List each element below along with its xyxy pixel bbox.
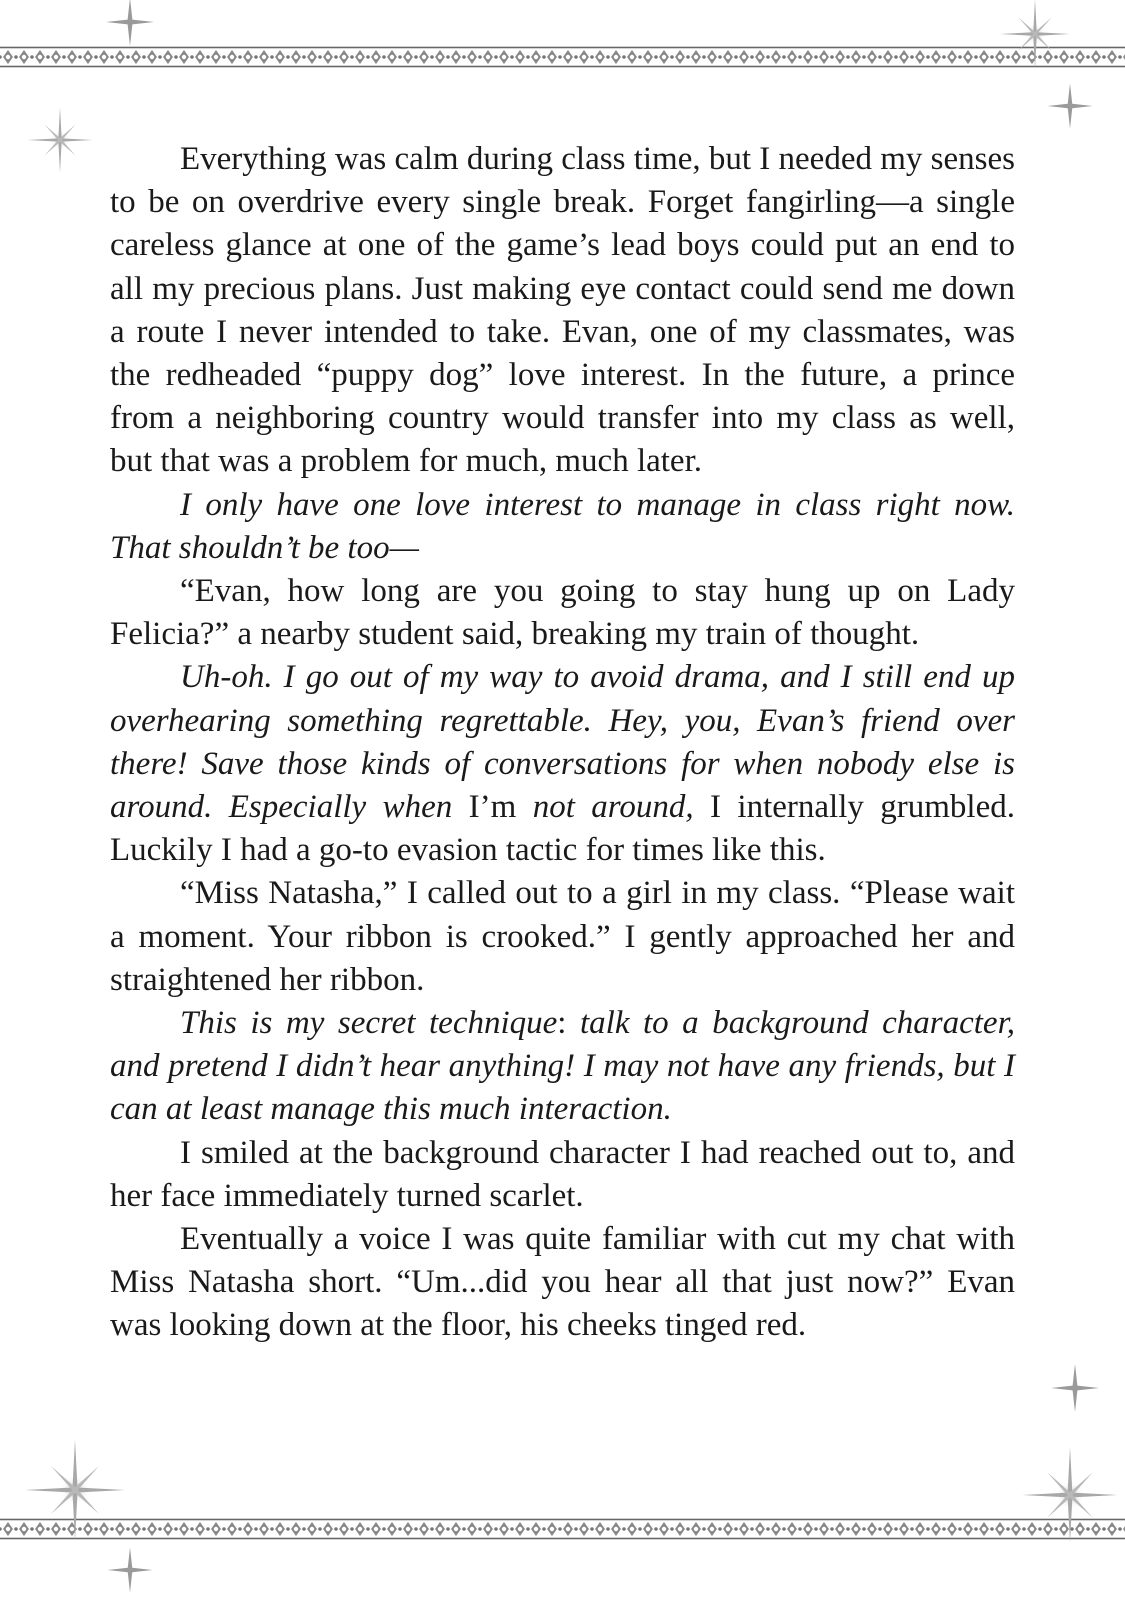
paragraph: I only have one love interest to manage in class right now. That shouldn’t be too—	[110, 486, 1015, 566]
sparkle-icon	[985, 0, 1085, 70]
paragraph: Everything was calm during class time, but I needed my senses to be on overdrive every single break. Forget fangirling—a single careless glance at one of the game’s lead boys could put an end to all my precious plans. Just making eye contact could send me down a route I never intended to take. Evan, one of my classmates, was the redheaded “puppy dog” love interest. In the future, a prince from a neighboring country would transfer into my class as well, but that was a problem for much, much later.	[110, 141, 1015, 480]
paragraph: “Evan, how long are you going to stay hung up on Lady Felicia?” a nearby student said, breaking my train of thought.	[110, 573, 1015, 653]
sparkle-icon	[100, 0, 160, 50]
bottom-ornamental-border	[0, 1518, 1125, 1540]
sparkle-icon	[1040, 76, 1100, 136]
paragraph: Eventually a voice I was quite familiar with cut my chat with Miss Natasha short. “Um...did you hear all that just now?” Evan was looking down at the floor, his cheeks tinged red.	[110, 1221, 1015, 1344]
sparkle-icon	[1015, 1440, 1125, 1550]
sparkle-icon	[100, 1540, 160, 1600]
sparkle-icon	[15, 1430, 135, 1550]
sparkle-icon	[20, 100, 100, 180]
top-ornamental-border	[0, 46, 1125, 68]
sparkle-icon	[1045, 1358, 1105, 1418]
paragraph: “Miss Natasha,” I called out to a girl in my class. “Please wait a moment. Your ribbon is crooked.” I gently approached her and straightened her ribbon.	[110, 875, 1015, 998]
paragraph: I smiled at the background character I had reached out to, and her face immediately turned scarlet.	[110, 1134, 1015, 1214]
page-body-text	[110, 138, 1015, 1348]
paragraph: Uh-oh. I go out of my way to avoid drama, and I still end up overhearing something regrettable. Hey, you, Evan’s friend over there! Save those kinds of conversations for when nobody else is around. Especially when I’m not around, I internally grumbled. Luckily I had a go-to evasion tactic for times like this.	[110, 659, 1015, 869]
paragraph: This is my secret technique: talk to a background character, and pretend I didn’t hear anything! I may not have any friends, but I can at least manage this much interaction.	[110, 1005, 1016, 1128]
